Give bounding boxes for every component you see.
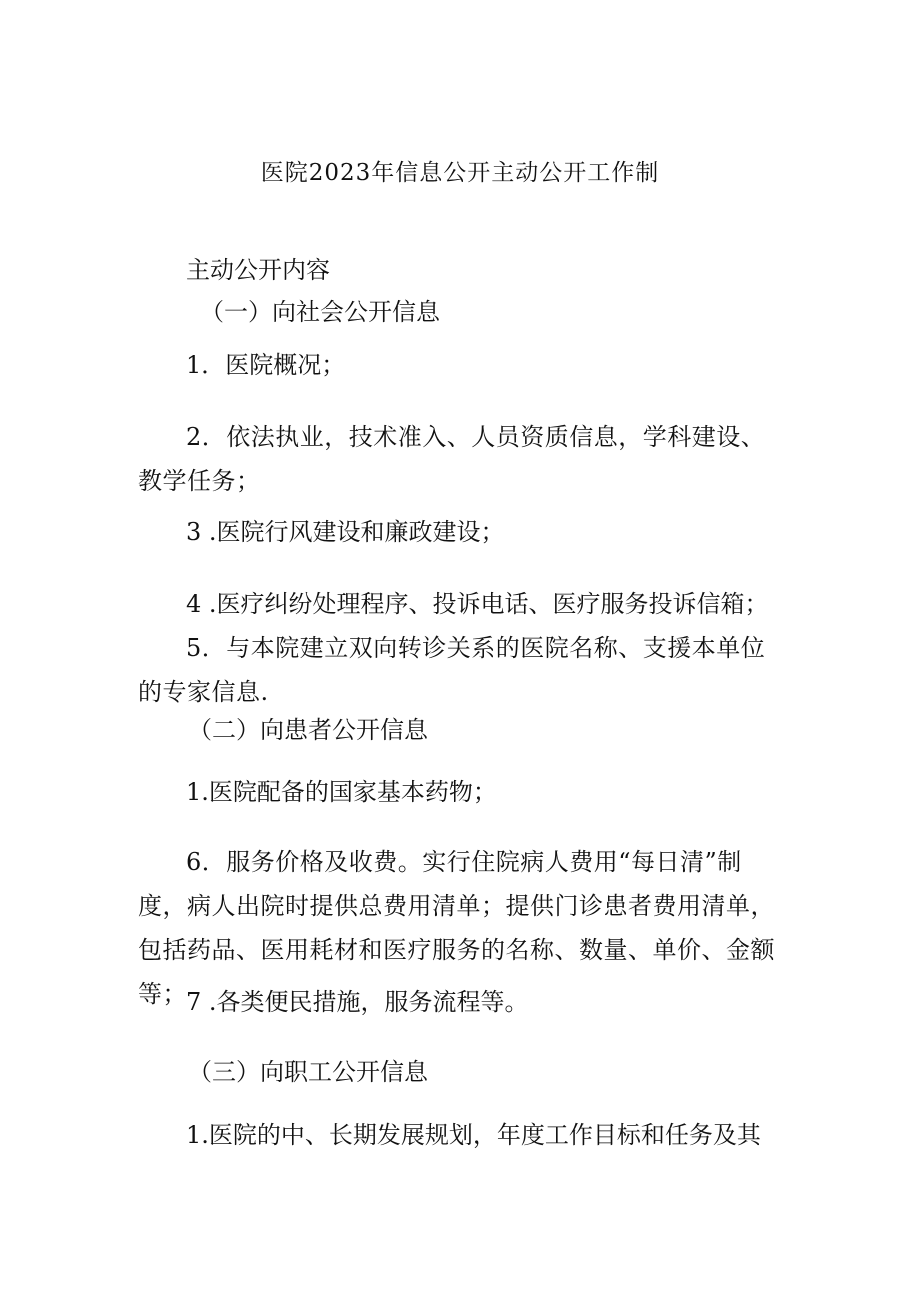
list-item: 1.医院的中、长期发展规划，年度工作目标和任务及其: [186, 1121, 761, 1149]
list-item: 2．依法执业，技术准入、人员资质信息，学科建设、教学任务；: [138, 423, 766, 495]
section-heading-staff: （三）向职工公开信息: [188, 1058, 428, 1086]
list-item: 7 .各类便民措施，服务流程等。: [186, 988, 529, 1016]
main-heading: 主动公开内容: [186, 256, 330, 284]
list-item: 3 .医院行风建设和廉政建设；: [186, 518, 505, 546]
list-item: 1.医院配备的国家基本药物；: [186, 778, 497, 806]
document-title: 医院2023年信息公开主动公开工作制: [260, 160, 660, 186]
list-item: 5．与本院建立双向转诊关系的医院名称、支援本单位的专家信息.: [138, 634, 766, 706]
section-heading-patients: （二）向患者公开信息: [188, 716, 428, 744]
section-heading-society: （一）向社会公开信息: [200, 298, 440, 326]
list-item: 1．医院概况；: [186, 351, 346, 379]
list-item: 6．服务价格及收费。实行住院病人费用“每日清”制度，病人出院时提供总费用清单；提供门诊患者费用清单，包括药品、医用耗材和医疗服务的名称、数量、单价、金额等；: [138, 848, 775, 1008]
list-item: 4 .医疗纠纷处理程序、投诉电话、医疗服务投诉信箱；: [186, 590, 769, 618]
